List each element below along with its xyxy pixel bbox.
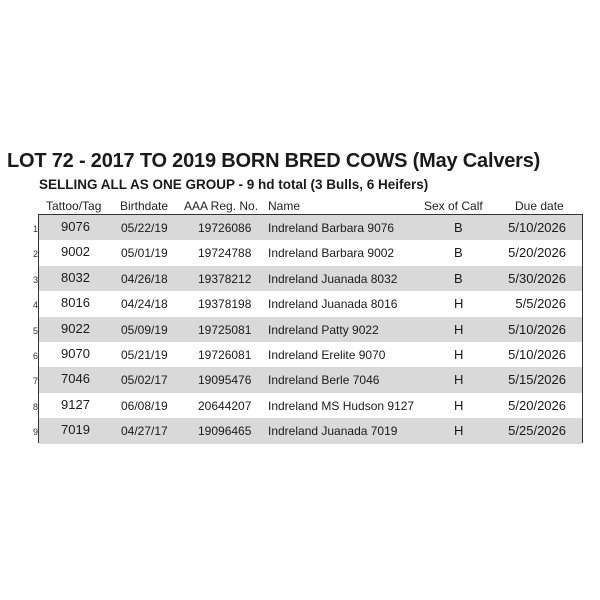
- cell-birthdate: 04/24/18: [121, 297, 168, 312]
- cell-birthdate: 05/22/19: [121, 221, 168, 235]
- cell-birthdate: 04/27/17: [121, 424, 168, 439]
- column-header-due: Due date: [515, 199, 564, 213]
- table-row: [39, 266, 582, 291]
- cell-birthdate: 05/21/19: [121, 348, 168, 362]
- cell-tag: 9070: [61, 346, 90, 361]
- table-row: [39, 367, 582, 392]
- cell-sex: H: [454, 321, 464, 337]
- cell-birthdate: 05/01/19: [121, 246, 168, 261]
- cell-due: 5/30/2026: [508, 270, 566, 286]
- cell-due: 5/10/2026: [508, 347, 566, 362]
- cell-due: 5/10/2026: [508, 220, 566, 235]
- row-number: 7: [32, 376, 38, 387]
- table-row: [39, 215, 582, 240]
- column-header-reg: AAA Reg. No.: [184, 199, 259, 213]
- cell-reg: 19096465: [198, 424, 252, 439]
- cell-name: Indreland Berle 7046: [268, 373, 380, 388]
- cell-name: Indreland MS Hudson 9127: [268, 398, 415, 413]
- cell-reg: 19378212: [198, 271, 252, 286]
- cell-due: 5/5/2026: [515, 296, 566, 312]
- cell-reg: 19726086: [198, 221, 252, 235]
- cell-sex: H: [454, 397, 464, 413]
- cell-reg: 19095476: [198, 373, 252, 388]
- cell-name: Indreland Patty 9022: [268, 322, 379, 337]
- cell-sex: B: [454, 245, 463, 261]
- table-header: [0, 199, 600, 215]
- cell-sex: H: [454, 347, 464, 362]
- cell-name: Indreland Juanada 8032: [268, 271, 398, 286]
- cattle-table: [38, 214, 583, 443]
- cell-birthdate: 06/08/19: [121, 398, 168, 413]
- table-row: [39, 317, 582, 342]
- cell-birthdate: 05/09/19: [121, 322, 168, 337]
- table-row: [39, 393, 582, 418]
- cell-tag: 9076: [61, 219, 90, 234]
- column-header-birthdate: Birthdate: [120, 199, 169, 213]
- row-number: 6: [32, 351, 38, 361]
- cell-reg: 20644207: [198, 398, 252, 413]
- row-number: 8: [32, 401, 38, 412]
- cell-sex: H: [454, 372, 464, 388]
- cell-sex: B: [454, 220, 463, 235]
- cell-name: Indreland Juanada 8016: [268, 297, 398, 312]
- cell-reg: 19725081: [198, 322, 252, 337]
- cell-name: Indreland Juanada 7019: [268, 424, 398, 439]
- cell-tag: 8032: [61, 269, 90, 285]
- cell-birthdate: 05/02/17: [121, 373, 168, 388]
- row-number: 4: [32, 300, 38, 311]
- cell-due: 5/15/2026: [508, 372, 566, 388]
- cell-name: Indreland Barbara 9002: [268, 246, 395, 261]
- row-number: 3: [32, 274, 38, 285]
- table-row: [39, 342, 582, 367]
- cell-tag: 9127: [61, 396, 90, 412]
- cell-due: 5/10/2026: [508, 321, 566, 337]
- cell-reg: 19378198: [198, 297, 252, 312]
- table-row: [39, 240, 582, 265]
- cell-due: 5/20/2026: [508, 397, 566, 413]
- cell-due: 5/25/2026: [508, 423, 566, 439]
- cell-sex: H: [454, 423, 464, 439]
- cell-birthdate: 04/26/18: [121, 271, 168, 286]
- table-row: [39, 291, 582, 316]
- row-number: 9: [32, 427, 38, 438]
- row-number: 1: [32, 224, 38, 234]
- cell-sex: B: [454, 270, 463, 286]
- cell-tag: 9022: [61, 320, 90, 336]
- cell-due: 5/20/2026: [508, 245, 566, 261]
- lot-title: LOT 72 - 2017 TO 2019 BORN BRED COWS (May Calvers): [7, 150, 541, 172]
- cell-tag: 7019: [61, 422, 90, 438]
- column-header-name: Name: [268, 199, 301, 213]
- cell-sex: H: [454, 296, 464, 312]
- column-header-sex: Sex of Calf: [424, 199, 483, 213]
- lot-subtitle: SELLING ALL AS ONE GROUP - 9 hd total (3 Bulls, 6 Heifers): [39, 177, 429, 192]
- cell-tag: 8016: [61, 295, 90, 311]
- cell-reg: 19726081: [198, 348, 252, 362]
- cell-tag: 7046: [61, 371, 90, 387]
- cell-reg: 19724788: [198, 246, 252, 261]
- table-row: [39, 418, 582, 443]
- row-number: 2: [32, 249, 38, 260]
- cell-name: Indreland Erelite 9070: [268, 348, 386, 362]
- cell-tag: 9002: [61, 244, 90, 260]
- row-number: 5: [32, 325, 38, 336]
- column-header-tag: Tattoo/Tag: [46, 199, 102, 213]
- cell-name: Indreland Barbara 9076: [268, 221, 395, 235]
